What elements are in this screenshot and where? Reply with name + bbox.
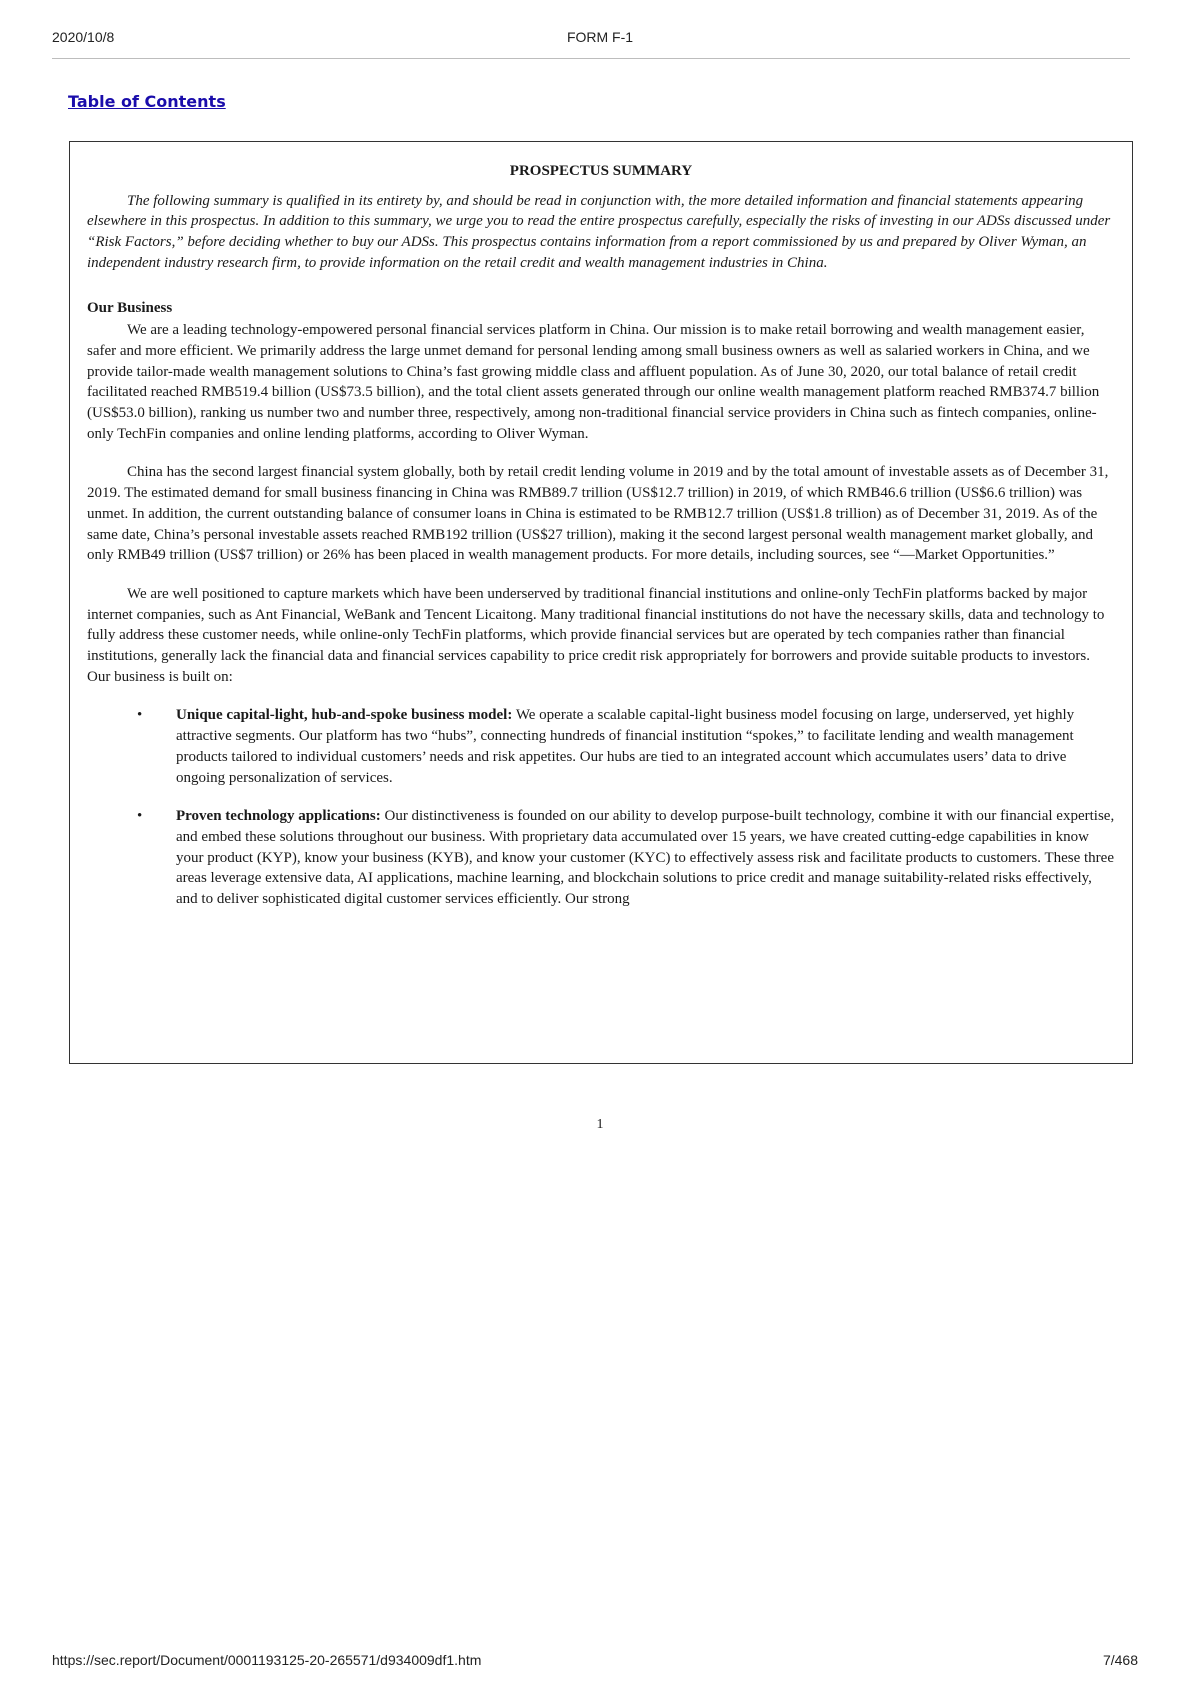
print-title: FORM F-1 bbox=[566, 29, 634, 45]
section-heading-our-business: Our Business bbox=[87, 299, 173, 316]
header-divider bbox=[52, 58, 1130, 59]
footer-url: https://sec.report/Document/0001193125-20-265571/d934009df1.htm bbox=[52, 1652, 482, 1668]
bullet-mark: • bbox=[137, 707, 143, 724]
bullet-lead: Proven technology applications: bbox=[176, 808, 381, 825]
list-item bbox=[87, 705, 1115, 788]
table-of-contents-link[interactable]: Table of Contents bbox=[68, 92, 226, 111]
positioning-paragraph: We are well positioned to capture markets which have been underserved by traditional financial institutions and online-only TechFin platforms backed by major internet companies, such as Ant Financial, WeBank and Tencent Licaitong. Many traditional financial institutions do not have the necessary skills, data and technology to fully address these customer needs, while online-only TechFin platforms, which provide financial services but are operated by tech companies rather than financial institutions, generally lack the financial data and financial services capability to price credit risk appropriately for borrowers and provide suitable products to investors. Our business is built on: bbox=[87, 585, 1105, 685]
page-number: 1 bbox=[596, 1117, 604, 1132]
business-pillars-list bbox=[87, 705, 1115, 909]
print-date: 2020/10/8 bbox=[52, 29, 115, 45]
list-item bbox=[87, 806, 1115, 910]
bullet-text: Our distinctiveness is founded on our ability to develop purpose-built technology, combine it with our financial expertise, and embed these solutions throughout our business. With proprietary data accumulated over 15 years, we have created cutting-edge capabilities in know your product (KYP), know your business (KYB), and know your customer (KYC) to effectively assess risk and facilitate products to customers. These three areas leverage extensive data, AI applications, machine learning, and blockchain solutions to price credit and manage suitability-related risks effectively, and to deliver sophisticated digital customer services efficiently. Our strong bbox=[176, 808, 1115, 908]
bullet-lead: Unique capital-light, hub-and-spoke business model: bbox=[176, 707, 513, 724]
prospectus-summary-box bbox=[69, 141, 1133, 1064]
footer-page-count: 7/468 bbox=[1102, 1652, 1138, 1668]
business-paragraph: We are a leading technology-empowered personal financial services platform in China. Our mission is to make retail borrowing and wealth management easier, safer and more efficient. We primarily address the large unmet demand for personal lending among small business owners as well as salaried workers in China, and we provide tailor-made wealth management solutions to China’s fast growing middle class and affluent population. As of June 30, 2020, our total balance of retail credit facilitated reached RMB519.4 billion (US$73.5 billion), and the total client assets generated through our online wealth management platform reached RMB374.7 billion (US$53.0 billion), ranking us number two and number three, respectively, among non-traditional financial service providers in China such as fintech companies, online-only TechFin companies and online lending platforms, according to Oliver Wyman. bbox=[87, 322, 1100, 442]
summary-intro: The following summary is qualified in its entirety by, and should be read in conjunction with, the more detailed information and financial statements appearing elsewhere in this prospectus. In addition to this summary, we urge you to read the entire prospectus carefully, especially the risks of investing in our ADSs discussed under “Risk Factors,” before deciding whether to buy our ADSs. This prospectus contains information from a report commissioned by us and prepared by Oliver Wyman, an independent industry research firm, to provide information on the retail credit and wealth management industries in China. bbox=[87, 192, 1111, 271]
market-paragraph: China has the second largest financial system globally, both by retail credit lending volume in 2019 and by the total amount of investable assets as of December 31, 2019. The estimated demand for small business financing in China was RMB89.7 trillion (US$12.7 trillion) in 2019, of which RMB46.6 trillion (US$6.6 trillion) was unmet. In addition, the current outstanding balance of consumer loans in China is estimated to be RMB12.7 trillion (US$1.8 trillion) as of December 31, 2019. As of the same date, China’s personal investable assets reached RMB192 trillion (US$27 trillion), making it the second largest personal wealth management market globally, and only RMB49 trillion (US$7 trillion) or 26% has been placed in wealth management products. For more details, including sources, see “—Market Opportunities.” bbox=[87, 464, 1109, 564]
summary-heading: PROSPECTUS SUMMARY bbox=[509, 163, 693, 179]
bullet-text: We operate a scalable capital-light business model focusing on large, underserved, yet highly attractive segments. Our platform has two “hubs”, connecting hundreds of financial institution “spokes,” to facilitate lending and wealth management products tailored to individual customers’ needs and risk appetites. Our hubs are tied to an integrated account which accumulates users’ data to drive ongoing personalization of services. bbox=[176, 707, 1075, 786]
bullet-mark: • bbox=[137, 808, 143, 825]
